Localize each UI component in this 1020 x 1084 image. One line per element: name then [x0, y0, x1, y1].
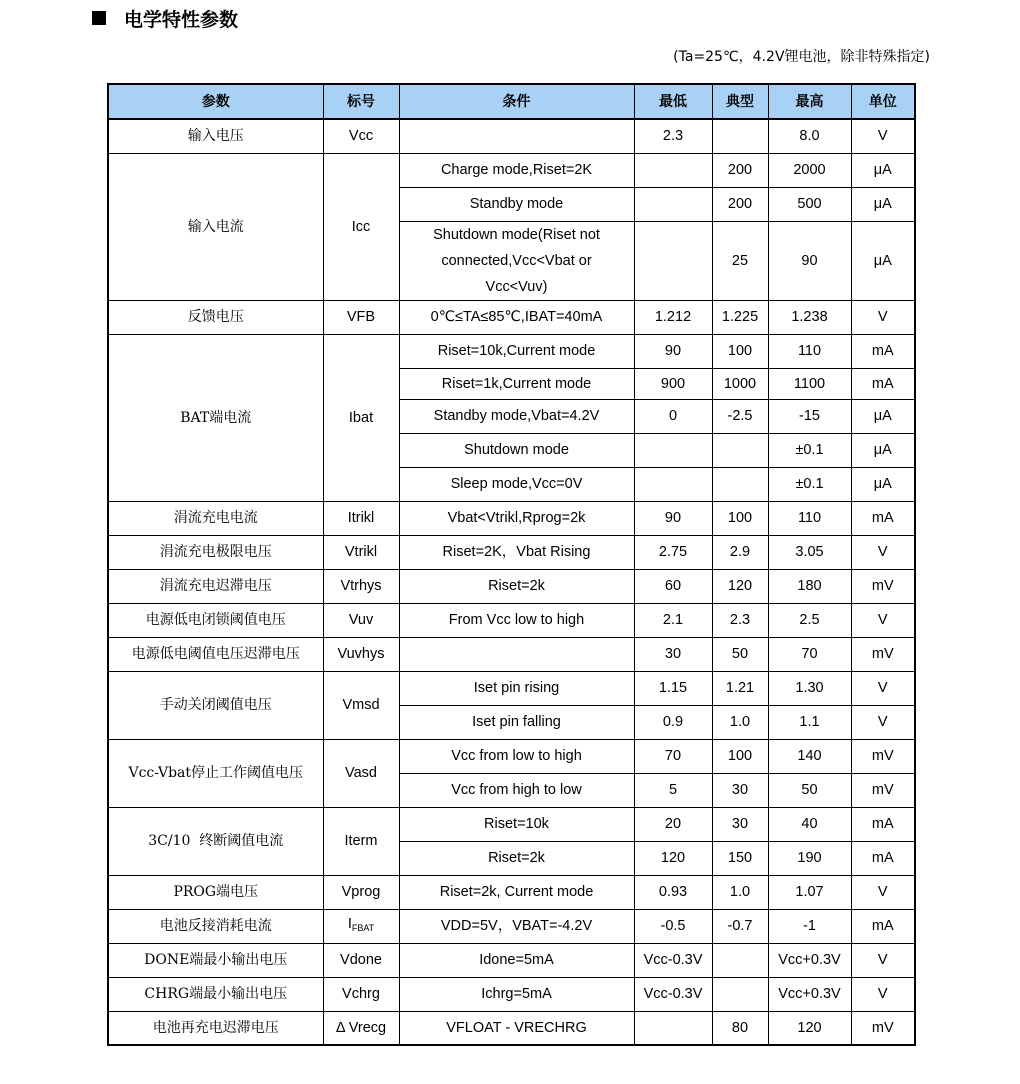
typ-cell: 200: [712, 187, 768, 221]
unit-cell: mV: [851, 773, 915, 807]
typ-cell: [712, 433, 768, 467]
max-cell: 120: [768, 1011, 851, 1045]
typ-cell: 200: [712, 153, 768, 187]
table-row: [108, 501, 915, 535]
max-cell: 3.05: [768, 535, 851, 569]
table-row: [108, 807, 915, 841]
condition-cell: Charge mode,Riset=2K: [399, 153, 634, 187]
min-cell: 30: [634, 637, 712, 671]
header-min: 最低: [634, 84, 712, 119]
table-row: [108, 603, 915, 637]
symbol-cell: Vprog: [323, 875, 399, 909]
condition-cell: From Vcc low to high: [399, 603, 634, 637]
max-cell: 190: [768, 841, 851, 875]
table-row: [108, 153, 915, 187]
unit-cell: V: [851, 671, 915, 705]
table-row: [108, 875, 915, 909]
param-cell: 输入电压: [108, 119, 323, 153]
typ-cell: 100: [712, 334, 768, 368]
typ-cell: 1.0: [712, 705, 768, 739]
max-cell: 500: [768, 187, 851, 221]
condition-cell: VFLOAT - VRECHRG: [399, 1011, 634, 1045]
min-cell: 2.1: [634, 603, 712, 637]
condition-cell: 0℃≤TA≤85℃,IBAT=40mA: [399, 300, 634, 334]
condition-cell: Standby mode: [399, 187, 634, 221]
symbol-cell: Vuvhys: [323, 637, 399, 671]
unit-cell: μA: [851, 153, 915, 187]
min-cell: 2.75: [634, 535, 712, 569]
max-cell: 140: [768, 739, 851, 773]
typ-cell: 120: [712, 569, 768, 603]
typ-cell: [712, 119, 768, 153]
unit-cell: mA: [851, 909, 915, 943]
condition-cell: [399, 119, 634, 153]
max-cell: 110: [768, 334, 851, 368]
symbol-cell: Vtrikl: [323, 535, 399, 569]
unit-cell: μA: [851, 221, 915, 300]
unit-cell: mA: [851, 334, 915, 368]
condition-cell: Shutdown mode: [399, 433, 634, 467]
min-cell: Vcc-0.3V: [634, 943, 712, 977]
unit-cell: mV: [851, 637, 915, 671]
max-cell: -1: [768, 909, 851, 943]
typ-cell: 100: [712, 739, 768, 773]
min-cell: 5: [634, 773, 712, 807]
symbol-cell: Vchrg: [323, 977, 399, 1011]
max-cell: 1.30: [768, 671, 851, 705]
max-cell: 180: [768, 569, 851, 603]
condition-cell: Riset=2k: [399, 569, 634, 603]
param-cell: 电源低电闭锁阈值电压: [108, 603, 323, 637]
table-row: [108, 637, 915, 671]
header-max: 最高: [768, 84, 851, 119]
param-cell: 手动关闭阈值电压: [108, 671, 323, 739]
symbol-cell: Vasd: [323, 739, 399, 807]
min-cell: 0.9: [634, 705, 712, 739]
max-cell: 1100: [768, 368, 851, 399]
symbol-cell: Itrikl: [323, 501, 399, 535]
condition-cell: Riset=1k,Current mode: [399, 368, 634, 399]
header-unit: 单位: [851, 84, 915, 119]
unit-cell: μA: [851, 467, 915, 501]
condition-cell: Vbat<Vtrikl,Rprog=2k: [399, 501, 634, 535]
max-cell: 8.0: [768, 119, 851, 153]
symbol-cell: Vuv: [323, 603, 399, 637]
table-row: [108, 977, 915, 1011]
param-cell: 电池再充电迟滞电压: [108, 1011, 323, 1045]
section-title: 电学特性参数: [124, 8, 239, 31]
max-cell: Vcc+0.3V: [768, 977, 851, 1011]
conditions-note: (Ta=25℃，4.2V锂电池，除非特殊指定): [673, 49, 930, 65]
param-cell: 涓流充电极限电压: [108, 535, 323, 569]
table-row: [108, 535, 915, 569]
typ-cell: 150: [712, 841, 768, 875]
typ-cell: 80: [712, 1011, 768, 1045]
typ-cell: [712, 943, 768, 977]
param-cell: 涓流充电电流: [108, 501, 323, 535]
typ-cell: 1.225: [712, 300, 768, 334]
param-cell: 反馈电压: [108, 300, 323, 334]
symbol-cell: Vdone: [323, 943, 399, 977]
min-cell: 70: [634, 739, 712, 773]
condition-cell: Riset=2K，Vbat Rising: [399, 535, 634, 569]
unit-cell: μA: [851, 399, 915, 433]
unit-cell: V: [851, 535, 915, 569]
param-cell: PROG端电压: [108, 875, 323, 909]
table-row: [108, 671, 915, 705]
max-cell: 50: [768, 773, 851, 807]
min-cell: 1.212: [634, 300, 712, 334]
table-row: [108, 1011, 915, 1045]
header-condition: 条件: [399, 84, 634, 119]
min-cell: 120: [634, 841, 712, 875]
param-cell: 涓流充电迟滞电压: [108, 569, 323, 603]
unit-cell: mA: [851, 368, 915, 399]
unit-cell: mA: [851, 807, 915, 841]
condition-cell: Iset pin falling: [399, 705, 634, 739]
param-cell: 电源低电阈值电压迟滞电压: [108, 637, 323, 671]
min-cell: 90: [634, 334, 712, 368]
typ-cell: 2.3: [712, 603, 768, 637]
symbol-cell: [323, 909, 399, 943]
min-cell: -0.5: [634, 909, 712, 943]
condition-cell: [399, 637, 634, 671]
min-cell: [634, 221, 712, 300]
condition-cell: Vcc from high to low: [399, 773, 634, 807]
param-cell: 电池反接消耗电流: [108, 909, 323, 943]
max-cell: 110: [768, 501, 851, 535]
unit-cell: μA: [851, 187, 915, 221]
max-cell: 1.07: [768, 875, 851, 909]
table-row: [108, 300, 915, 334]
unit-cell: mV: [851, 1011, 915, 1045]
param-cell: 输入电流: [108, 153, 323, 300]
param-cell: BAT端电流: [108, 334, 323, 501]
max-cell: Vcc+0.3V: [768, 943, 851, 977]
condition-cell: Riset=2k: [399, 841, 634, 875]
param-cell: Vcc-Vbat停止工作阈值电压: [108, 739, 323, 807]
condition-cell: Idone=5mA: [399, 943, 634, 977]
unit-cell: V: [851, 603, 915, 637]
max-cell: ±0.1: [768, 467, 851, 501]
symbol-cell: Ibat: [323, 334, 399, 501]
max-cell: -15: [768, 399, 851, 433]
max-cell: 2000: [768, 153, 851, 187]
unit-cell: mV: [851, 739, 915, 773]
max-cell: 90: [768, 221, 851, 300]
typ-cell: 30: [712, 807, 768, 841]
min-cell: [634, 153, 712, 187]
table-row: [108, 739, 915, 773]
max-cell: ±0.1: [768, 433, 851, 467]
unit-cell: μA: [851, 433, 915, 467]
symbol-cell: Iterm: [323, 807, 399, 875]
typ-cell: 100: [712, 501, 768, 535]
unit-cell: V: [851, 875, 915, 909]
unit-cell: V: [851, 119, 915, 153]
typ-cell: 1.0: [712, 875, 768, 909]
min-cell: [634, 433, 712, 467]
param-cell: CHRG端最小输出电压: [108, 977, 323, 1011]
condition-cell: Vcc from low to high: [399, 739, 634, 773]
typ-cell: 30: [712, 773, 768, 807]
min-cell: Vcc-0.3V: [634, 977, 712, 1011]
min-cell: 2.3: [634, 119, 712, 153]
unit-cell: V: [851, 300, 915, 334]
min-cell: 0: [634, 399, 712, 433]
symbol-cell: Icc: [323, 153, 399, 300]
table-row: [108, 569, 915, 603]
typ-cell: 2.9: [712, 535, 768, 569]
max-cell: 1.1: [768, 705, 851, 739]
symbol-main: I: [347, 916, 352, 932]
min-cell: 1.15: [634, 671, 712, 705]
table-header-row: [108, 84, 915, 119]
condition-cell: Standby mode,Vbat=4.2V: [399, 399, 634, 433]
typ-cell: -2.5: [712, 399, 768, 433]
header-param: 参数: [108, 84, 323, 119]
typ-cell: 1.21: [712, 671, 768, 705]
max-cell: 2.5: [768, 603, 851, 637]
header-typ: 典型: [712, 84, 768, 119]
typ-cell: [712, 977, 768, 1011]
min-cell: 20: [634, 807, 712, 841]
max-cell: 1.238: [768, 300, 851, 334]
typ-cell: 1000: [712, 368, 768, 399]
condition-cell: Ichrg=5mA: [399, 977, 634, 1011]
min-cell: [634, 467, 712, 501]
typ-cell: [712, 467, 768, 501]
param-cell: DONE端最小输出电压: [108, 943, 323, 977]
electrical-characteristics-table: [107, 83, 916, 1046]
symbol-cell: VFB: [323, 300, 399, 334]
symbol-cell: Δ Vrecg: [323, 1011, 399, 1045]
symbol-cell: Vtrhys: [323, 569, 399, 603]
min-cell: 90: [634, 501, 712, 535]
max-cell: 70: [768, 637, 851, 671]
symbol-subscript: FBAT: [351, 923, 375, 933]
unit-cell: mV: [851, 569, 915, 603]
condition-cell: Iset pin rising: [399, 671, 634, 705]
condition-cell: Riset=10k,Current mode: [399, 334, 634, 368]
table-row: [108, 909, 915, 943]
min-cell: 900: [634, 368, 712, 399]
min-cell: [634, 1011, 712, 1045]
condition-cell: Riset=10k: [399, 807, 634, 841]
square-bullet-icon: [92, 11, 106, 25]
section-heading: [92, 4, 238, 32]
symbol-cell: Vmsd: [323, 671, 399, 739]
header-symbol: 标号: [323, 84, 399, 119]
table-row: [108, 334, 915, 368]
typ-cell: -0.7: [712, 909, 768, 943]
param-cell: 3C/10 终断阈值电流: [108, 807, 323, 875]
condition-cell: Riset=2k, Current mode: [399, 875, 634, 909]
condition-cell: VDD=5V，VBAT=-4.2V: [399, 909, 634, 943]
min-cell: 0.93: [634, 875, 712, 909]
symbol-cell: Vcc: [323, 119, 399, 153]
unit-cell: V: [851, 943, 915, 977]
min-cell: 60: [634, 569, 712, 603]
unit-cell: mA: [851, 501, 915, 535]
condition-cell: Shutdown mode(Riset not connected,Vcc<Vbat or Vcc<Vuv): [399, 221, 634, 300]
max-cell: 40: [768, 807, 851, 841]
min-cell: [634, 187, 712, 221]
table-row: [108, 943, 915, 977]
typ-cell: 25: [712, 221, 768, 300]
unit-cell: mA: [851, 841, 915, 875]
table-row: [108, 119, 915, 153]
unit-cell: V: [851, 977, 915, 1011]
typ-cell: 50: [712, 637, 768, 671]
condition-cell: Sleep mode,Vcc=0V: [399, 467, 634, 501]
unit-cell: V: [851, 705, 915, 739]
